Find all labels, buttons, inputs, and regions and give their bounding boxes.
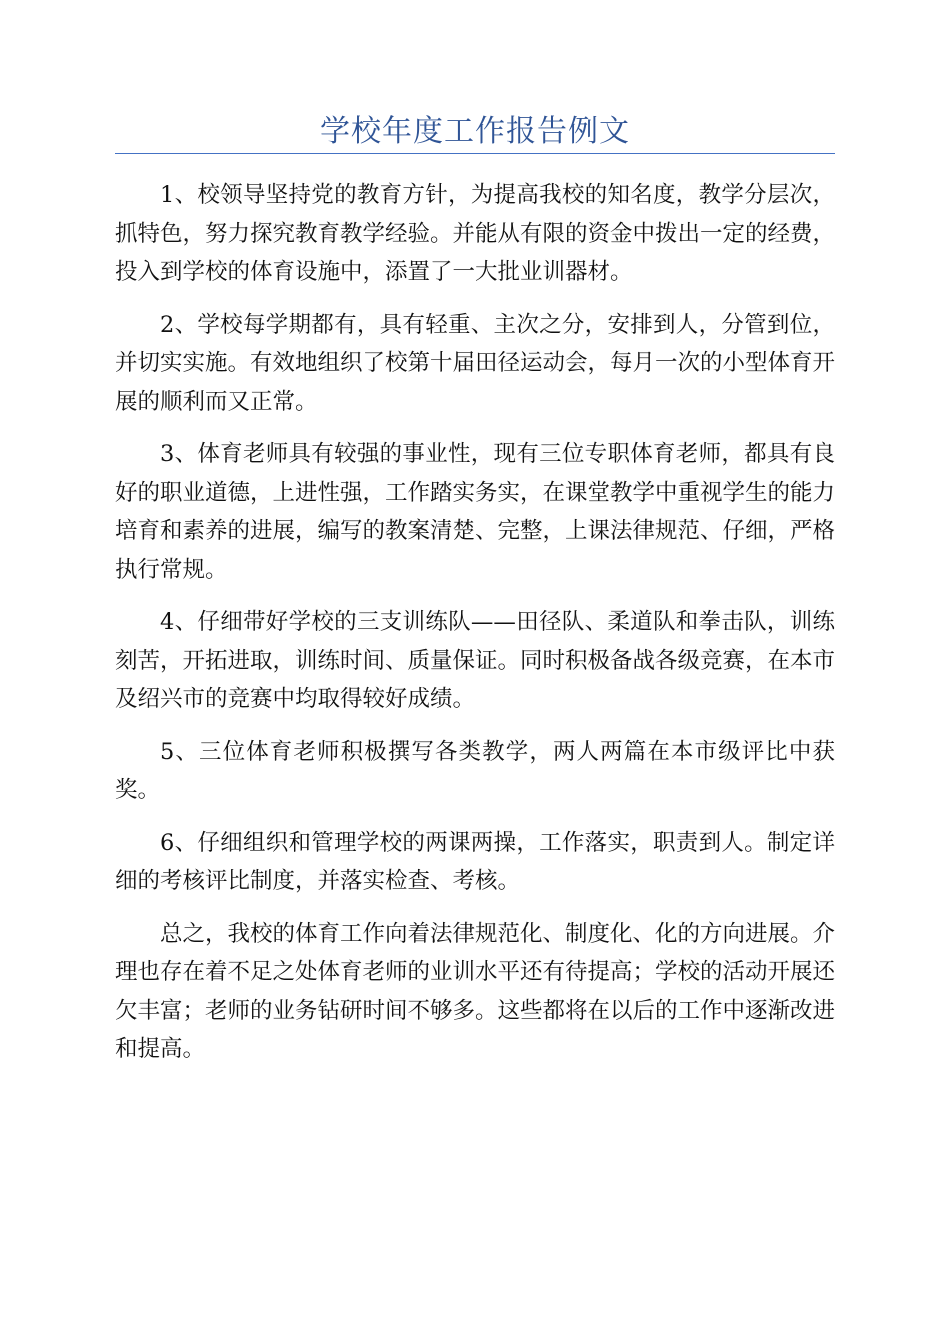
document-title: 学校年度工作报告例文 xyxy=(320,114,630,149)
title-underline xyxy=(115,153,835,154)
paragraph-summary: 总之，我校的体育工作向着法律规范化、制度化、化的方向进展。介理也存在着不足之处体育老师的业训水平还有待提高；学校的活动开展还欠丰富；老师的业务钻研时间不够多。这些都将在以后的工作中逐渐改进和提高。 xyxy=(115,920,836,1062)
paragraph-4: 4、仔细带好学校的三支训练队——田径队、柔道队和拳击队，训练刻苦，开拓进取，训练时间、质量保证。同时积极备战各级竞赛，在本市及绍兴市的竞赛中均取得较好成绩。 xyxy=(115,609,836,712)
document-body xyxy=(115,176,835,1083)
paragraph-6: 6、仔细组织和管理学校的两课两操，工作落实，职责到人。制定详细的考核评比制度，并落实检查、考核。 xyxy=(115,829,835,894)
paragraph-3: 3、体育老师具有较强的事业性，现有三位专职体育老师，都具有良好的职业道德，上进性强，工作踏实务实，在课堂教学中重视学生的能力培育和素养的进展，编写的教案清楚、完整，上课法律规范、仔细，严格执行常规。 xyxy=(115,441,836,583)
paragraph-1: 1、校领导坚持党的教育方针，为提高我校的知名度，教学分层次，抓特色，努力探究教育教学经验。并能从有限的资金中拨出一定的经费，投入到学校的体育设施中，添置了一大批业训器材。 xyxy=(115,182,836,285)
paragraph-5: 5、三位体育老师积极撰写各类教学，两人两篇在本市级评比中获奖。 xyxy=(115,738,835,803)
paragraph-2: 2、学校每学期都有，具有轻重、主次之分，安排到人，分管到位，并切实实施。有效地组织了校第十届田径运动会，每月一次的小型体育开展的顺利而又正常。 xyxy=(115,311,836,415)
